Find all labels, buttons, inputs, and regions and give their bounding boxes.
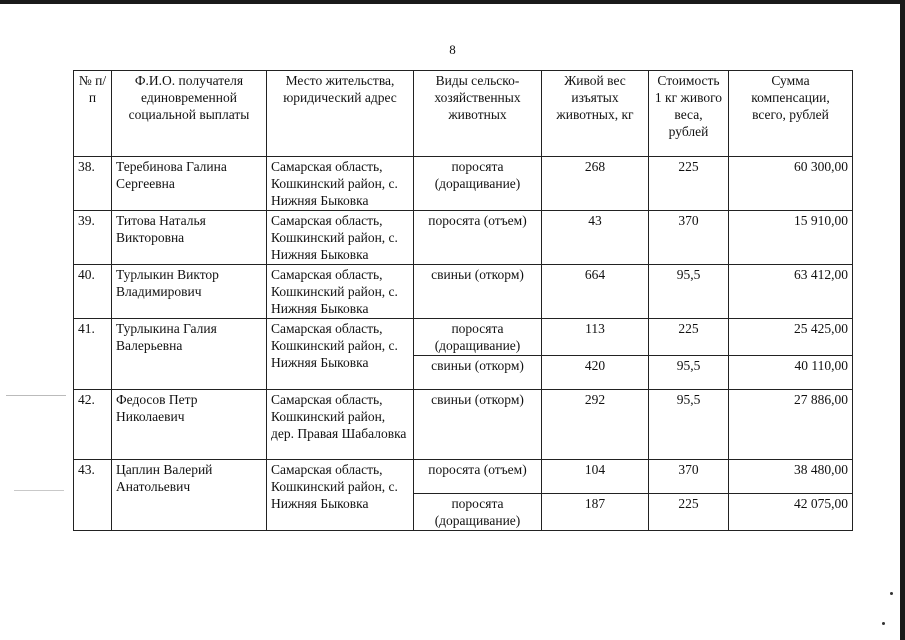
scan-right-edge — [900, 0, 905, 640]
price-per-kg: 225 — [649, 494, 729, 531]
scan-top-edge — [0, 0, 905, 4]
row-number: 40. — [74, 265, 112, 319]
recipient-address: Самарская область, Кошкинский район, с. Нижняя Быковка — [267, 265, 414, 319]
animal-type: поросята (отъем) — [414, 211, 542, 265]
price-per-kg: 95,5 — [649, 265, 729, 319]
recipient-name: Турлыкина Галия Валерьевна — [112, 319, 267, 390]
live-weight: 104 — [542, 460, 649, 494]
recipient-address: Самарская область, Кошкинский район, с. Нижняя Быковка — [267, 157, 414, 211]
price-per-kg: 370 — [649, 460, 729, 494]
compensation-sum: 42 075,00 — [729, 494, 853, 531]
animal-type: свиньи (откорм) — [414, 356, 542, 390]
compensation-sum: 38 480,00 — [729, 460, 853, 494]
recipient-name: Федосов Петр Николаевич — [112, 390, 267, 460]
compensation-table — [73, 70, 853, 531]
table-row — [74, 265, 853, 319]
live-weight: 268 — [542, 157, 649, 211]
animal-type: поросята (доращивание) — [414, 157, 542, 211]
compensation-sum: 25 425,00 — [729, 319, 853, 356]
animal-type: поросята (доращивание) — [414, 319, 542, 356]
recipient-name: Турлыкин Виктор Владимирович — [112, 265, 267, 319]
header-weight: Живой вес изъятых животных, кг — [542, 71, 649, 157]
animal-type: поросята (отъем) — [414, 460, 542, 494]
scan-artifact — [14, 490, 64, 491]
row-number: 38. — [74, 157, 112, 211]
live-weight: 43 — [542, 211, 649, 265]
recipient-address: Самарская область, Кошкинский район, с. Нижняя Быковка — [267, 460, 414, 531]
header-animals: Виды сельско-хозяйственных животных — [414, 71, 542, 157]
live-weight: 187 — [542, 494, 649, 531]
table-row — [74, 460, 853, 494]
price-per-kg: 95,5 — [649, 390, 729, 460]
compensation-sum: 63 412,00 — [729, 265, 853, 319]
live-weight: 292 — [542, 390, 649, 460]
compensation-sum: 15 910,00 — [729, 211, 853, 265]
header-name: Ф.И.О. получателя единовременной социальной выплаты — [112, 71, 267, 157]
header-num: № п/п — [74, 71, 112, 157]
header-sum: Сумма компенсации, всего, рублей — [729, 71, 853, 157]
price-per-kg: 370 — [649, 211, 729, 265]
compensation-sum: 27 886,00 — [729, 390, 853, 460]
header-price: Стоимость 1 кг живого веса, рублей — [649, 71, 729, 157]
price-per-kg: 225 — [649, 157, 729, 211]
animal-type: свиньи (откорм) — [414, 390, 542, 460]
row-number: 39. — [74, 211, 112, 265]
recipient-address: Самарская область, Кошкинский район, с. Нижняя Быковка — [267, 211, 414, 265]
table-row — [74, 390, 853, 460]
row-number: 41. — [74, 319, 112, 390]
price-per-kg: 225 — [649, 319, 729, 356]
recipient-name: Титова Наталья Викторовна — [112, 211, 267, 265]
price-per-kg: 95,5 — [649, 356, 729, 390]
table-row — [74, 319, 853, 356]
scan-speck — [882, 622, 885, 625]
compensation-sum: 40 110,00 — [729, 356, 853, 390]
compensation-sum: 60 300,00 — [729, 157, 853, 211]
live-weight: 420 — [542, 356, 649, 390]
scan-artifact — [6, 395, 66, 396]
row-number: 42. — [74, 390, 112, 460]
recipient-name: Цаплин Валерий Анатольевич — [112, 460, 267, 531]
recipient-address: Самарская область, Кошкинский район, дер. Правая Шабаловка — [267, 390, 414, 460]
recipient-name: Теребинова Галина Сергеевна — [112, 157, 267, 211]
animal-type: свиньи (откорм) — [414, 265, 542, 319]
page-number: 8 — [449, 42, 456, 57]
table-row — [74, 211, 853, 265]
animal-type: поросята (доращивание) — [414, 494, 542, 531]
table-header-row — [74, 71, 853, 157]
live-weight: 664 — [542, 265, 649, 319]
header-address: Место жительства, юридический адрес — [267, 71, 414, 157]
live-weight: 113 — [542, 319, 649, 356]
row-number: 43. — [74, 460, 112, 531]
table-row — [74, 157, 853, 211]
scan-speck — [890, 592, 893, 595]
recipient-address: Самарская область, Кошкинский район, с. Нижняя Быковка — [267, 319, 414, 390]
